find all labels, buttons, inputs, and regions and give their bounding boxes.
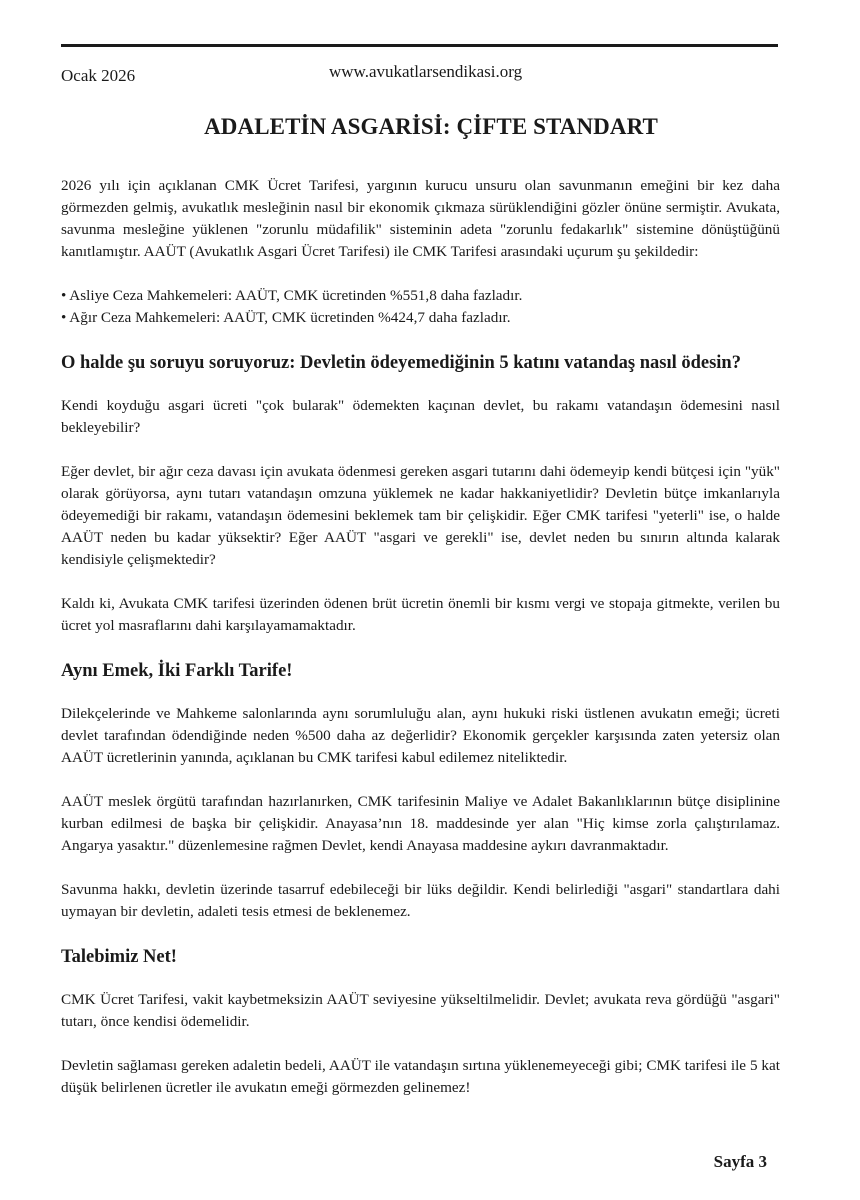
list-item: • Ağır Ceza Mahkemeleri: AAÜT, CMK ücretinden %424,7 daha fazladır. (61, 307, 780, 329)
article-body (61, 175, 780, 1099)
page-header (61, 58, 778, 88)
section-heading-question: O halde şu soruyu soruyoruz: Devletin ödeyemediğinin 5 katını vatandaş nasıl ödesin? (61, 353, 741, 373)
paragraph: CMK Ücret Tarifesi, vakit kaybetmeksizin AAÜT seviyesine yükseltilmelidir. Devlet; avukata reva gördüğü "asgari" tutarı, önce kendisi ödemelidir. (61, 991, 780, 1030)
paragraph: Devletin sağlaması gereken adaletin bedeli, AAÜT ile vatandaşın sırtına yüklenemeyeceği gibi; CMK tarifesi ile 5 kat düşük belirlenen ücretler ile avukatın emeği görmezden gelinemez! (61, 1057, 780, 1096)
intro-paragraph: 2026 yılı için açıklanan CMK Ücret Tarifesi, yargının kurucu unsuru olan savunmanın emeğini bir kez daha görmezden gelmiş, avukatlık mesleğinin nasıl bir ekonomik çıkmaza sürüklendiğini gözler önüne sermiştir. Avukata, savunma mesleğine yüklenen "zorunlu müdafilik" sisteminin adeta "zorunlu fedakarlık" sistemine dönüştüğünü kanıtlamıştır. AAÜT (Avukatlık Asgari Ücret Tarifesi) ile CMK Tarifesi arasındaki uçurum şu şekildedir: (61, 177, 780, 260)
section-heading-same-labor: Aynı Emek, İki Farklı Tarife! (61, 661, 293, 681)
website-url: www.avukatlarsendikasi.org (329, 62, 523, 81)
paragraph: Savunma hakkı, devletin üzerinde tasarruf edebileceği bir lüks değildir. Kendi belirlediği "asgari" standartlara dahi uymayan bir devletin, adaleti tesis etmesi de beklenemez. (61, 881, 780, 920)
tariff-comparison-list (61, 285, 780, 329)
article-title: ADALETİN ASGARİSİ: ÇİFTE STANDART (204, 114, 658, 139)
paragraph: Dilekçelerinde ve Mahkeme salonlarında aynı sorumluluğu alan, aynı hukuki riski üstlenen avukatın emeği; ücreti devlet tarafından ödendiğinde neden %500 daha az değerlidir? Ekonomik gerçekler karşısında zaten yetersiz olan AAÜT ücretlerinin yanında, açıklanan bu CMK tarifesi kabul edilemez niteliktedir. (61, 705, 780, 766)
paragraph: Kaldı ki, Avukata CMK tarifesi üzerinden ödenen brüt ücretin önemli bir kısmı vergi ve stopaja gitmekte, verilen bu ücret yol masraflarını dahi karşılayamamaktadır. (61, 595, 780, 634)
page-number: Sayfa 3 (713, 1152, 767, 1171)
paragraph: AAÜT meslek örgütü tarafından hazırlanırken, CMK tarifesinin Maliye ve Adalet Bakanlıklarının bütçe disiplinine kurban edilmesi de başka bir çelişkidir. Anayasa’nın 18. maddesinde yer alan "Hiç kimse zorla çalıştırılamaz. Angarya yasaktır." düzenlemesine rağmen Devlet, kendi Anayasa maddesine aykırı davranmaktadır. (61, 793, 780, 854)
paragraph: Eğer devlet, bir ağır ceza davası için avukata ödenmesi gereken asgari tutarını dahi ödemeyip kendi bütçesi için "yük" olarak görüyorsa, aynı tutarı vatandaşın omzuna yüklemek ne kadar hakkaniyetlidir? Devletin bütçe imkanlarıyla ödeyemediği bir rakamı, vatandaşın ödemesini beklemek tam bir çelişkidir. Eğer CMK tarifesi "yeterli" ise, o halde AAÜT neden bu kadar yüksektir? Eğer AAÜT "asgari ve gerekli" ise, devlet neden bu sınırın altında kalarak kendisiyle çelişmektedir? (61, 463, 780, 568)
issue-date: Ocak 2026 (61, 66, 136, 85)
list-item: • Asliye Ceza Mahkemeleri: AAÜT, CMK ücretinden %551,8 daha fazladır. (61, 285, 780, 307)
header-rule (61, 44, 778, 47)
paragraph: Kendi koyduğu asgari ücreti "çok bularak" ödemekten kaçınan devlet, bu rakamı vatandaşın ödemesini nasıl bekleyebilir? (61, 397, 780, 436)
section-heading-demand: Talebimiz Net! (61, 947, 177, 967)
